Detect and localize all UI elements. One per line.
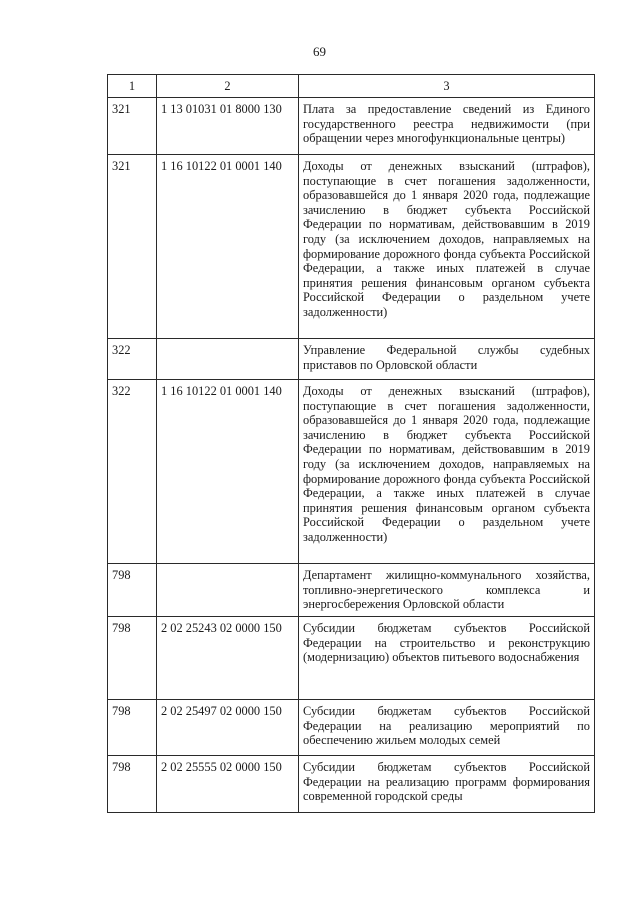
admin-code-cell: 798 [108, 700, 157, 756]
budget-code-cell: 2 02 25243 02 0000 150 [157, 617, 299, 700]
description-cell: Субсидии бюджетам субъектов Российской Федерации на строительство и реконструкцию (модернизацию) объектов питьевого водоснабжения [299, 617, 595, 700]
budget-classification-table [107, 74, 595, 813]
table-row [108, 700, 595, 756]
description-cell: Плата за предоставление сведений из Единого государственного реестра недвижимости (при обращении через многофункциональные центры) [299, 98, 595, 155]
header-col-3: 3 [299, 75, 595, 98]
table-row [108, 98, 595, 155]
admin-code-cell: 798 [108, 617, 157, 700]
description-cell: Доходы от денежных взысканий (штрафов), поступающие в счет погашения задолженности, образовавшейся до 1 января 2020 года, подлежащие зачислению в бюджет субъекта Российской Федерации по нормативам, действовавшим в 2019 году (за исключением доходов, направляемых на формирование дорожного фонда субъекта Российской Федерации, а также иных платежей в случае принятия решения финансовым органом субъекта Российской Федерации о раздельном учете задолженности) [299, 380, 595, 564]
description-cell: Управление Федеральной службы судебных приставов по Орловской области [299, 339, 595, 380]
table-row [108, 564, 595, 617]
admin-code-cell: 322 [108, 339, 157, 380]
budget-code-cell: 1 16 10122 01 0001 140 [157, 155, 299, 339]
description-cell: Субсидии бюджетам субъектов Российской Федерации на реализацию мероприятий по обеспечению жильем молодых семей [299, 700, 595, 756]
table-row [108, 155, 595, 339]
budget-code-cell: 2 02 25555 02 0000 150 [157, 756, 299, 813]
table-row [108, 617, 595, 700]
budget-code-cell: 1 13 01031 01 8000 130 [157, 98, 299, 155]
admin-code-cell: 321 [108, 98, 157, 155]
admin-code-cell: 798 [108, 756, 157, 813]
budget-code-cell [157, 339, 299, 380]
description-cell: Субсидии бюджетам субъектов Российской Федерации на реализацию программ формирования современной городской среды [299, 756, 595, 813]
table-row [108, 380, 595, 564]
budget-code-cell: 2 02 25497 02 0000 150 [157, 700, 299, 756]
budget-code-cell: 1 16 10122 01 0001 140 [157, 380, 299, 564]
page-number: 69 [313, 44, 326, 59]
header-col-2: 2 [157, 75, 299, 98]
description-cell: Департамент жилищно-коммунального хозяйства, топливно-энергетического комплекса и энергосбережения Орловской области [299, 564, 595, 617]
table-header-row [108, 75, 595, 98]
table-row [108, 756, 595, 813]
table-row [108, 339, 595, 380]
admin-code-cell: 322 [108, 380, 157, 564]
budget-code-cell [157, 564, 299, 617]
header-col-1: 1 [108, 75, 157, 98]
admin-code-cell: 321 [108, 155, 157, 339]
description-cell: Доходы от денежных взысканий (штрафов), поступающие в счет погашения задолженности, образовавшейся до 1 января 2020 года, подлежащие зачислению в бюджет субъекта Российской Федерации по нормативам, действовавшим в 2019 году (за исключением доходов, направляемых на формирование дорожного фонда субъекта Российской Федерации, а также иных платежей в случае принятия решения финансовым органом субъекта Российской Федерации о раздельном учете задолженности) [299, 155, 595, 339]
admin-code-cell: 798 [108, 564, 157, 617]
